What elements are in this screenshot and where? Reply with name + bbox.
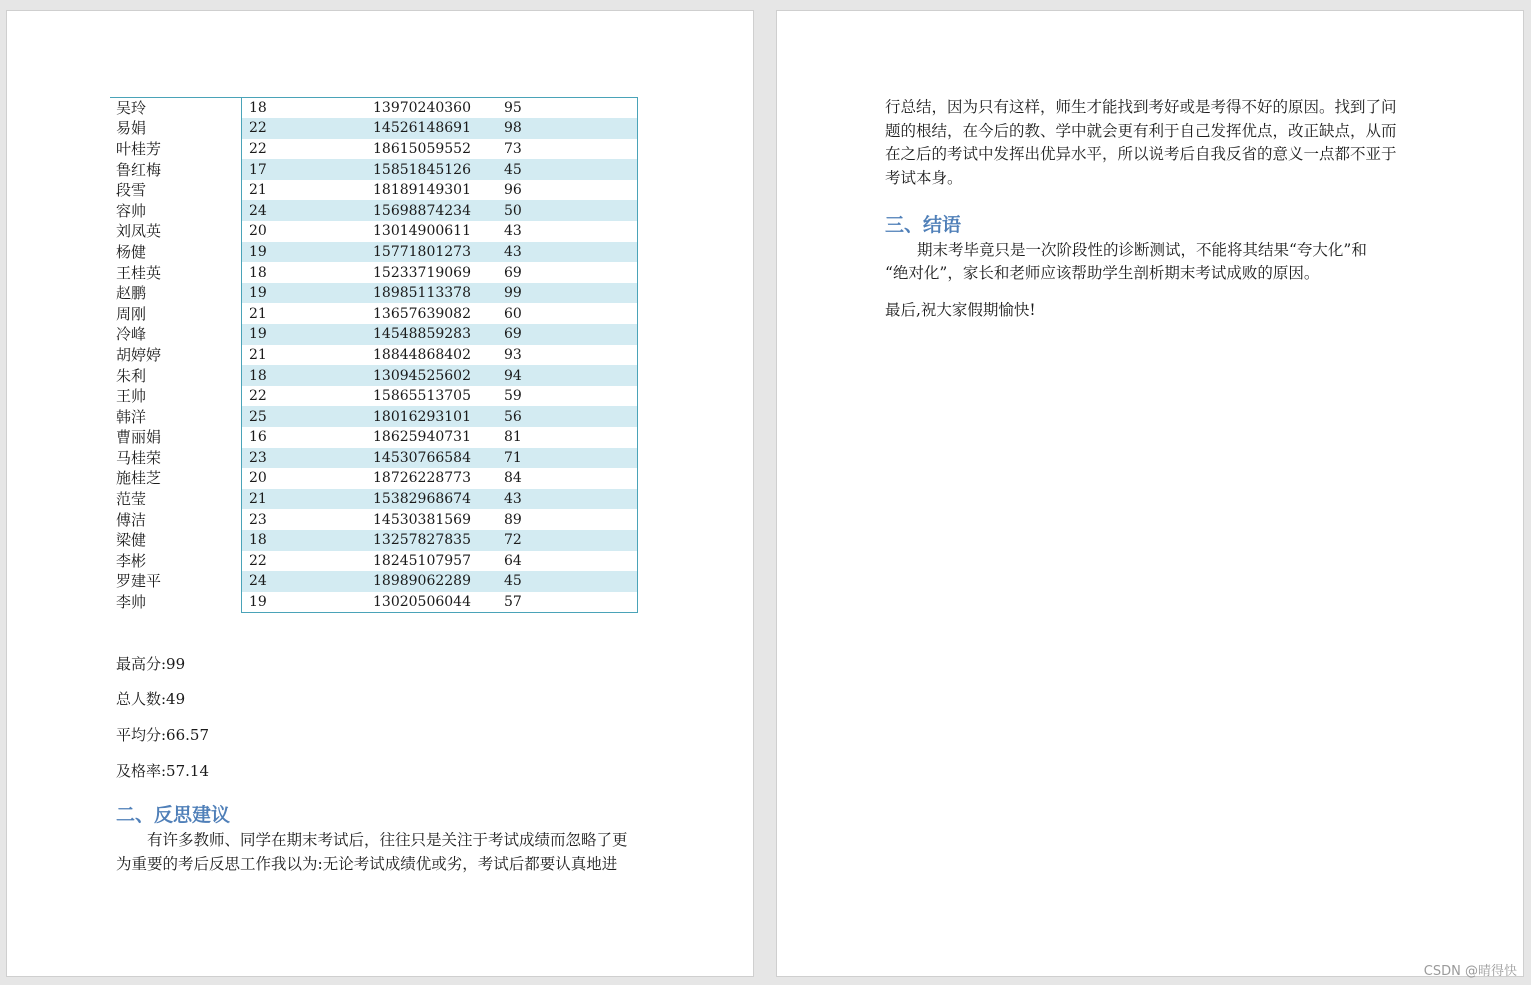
paragraph-line: 行总结，因为只有这样，师生才能找到考好或是考得不好的原因。找到了问 (885, 98, 1397, 116)
student-name-cell: 杨健 (110, 242, 242, 263)
phone-cell: 18989062289 (373, 571, 504, 592)
phone-cell: 14530766584 (373, 448, 504, 469)
student-name-cell: 刘凤英 (110, 221, 242, 242)
phone-cell: 18615059552 (373, 140, 471, 157)
student-name-cell: 罗建平 (110, 571, 242, 592)
student-name-cell: 段雪 (110, 180, 242, 201)
table-row (110, 283, 638, 304)
phone-cell: 13970240360 (373, 98, 504, 119)
table-row (110, 98, 638, 119)
watermark: CSDN @晴得快 (1423, 964, 1517, 979)
phone-cell: 15771801273 (373, 242, 504, 263)
phone-cell: 18625940731 (373, 429, 471, 446)
table-row (110, 303, 638, 324)
phone-cell: 18985113378 (373, 283, 504, 304)
age-cell: 19 (242, 242, 374, 263)
table-row (110, 489, 638, 510)
paragraph-line: “绝对化”，家长和老师应该帮助学生剖析期末考试成败的原因。 (885, 264, 1320, 282)
student-name-cell: 易娟 (110, 118, 242, 139)
student-name-cell: 李帅 (110, 592, 242, 613)
student-name-cell: 施桂芝 (110, 468, 242, 489)
phone-cell: 13657639082 (373, 305, 471, 322)
table-row (110, 118, 638, 139)
age-cell: 16 (242, 427, 374, 448)
phone-cell: 15851845126 (373, 159, 504, 180)
score-cell: 84 (504, 468, 638, 489)
age-cell: 20 (242, 468, 374, 489)
age-cell: 17 (242, 159, 374, 180)
table-row (110, 386, 638, 407)
phone-cell: 15865513705 (373, 388, 471, 405)
age-cell: 25 (242, 406, 374, 427)
age-cell: 19 (242, 324, 374, 345)
score-cell: 43 (504, 489, 638, 510)
phone-cell: 13020506044 (373, 592, 504, 613)
student-name-cell: 曹丽娟 (110, 427, 242, 448)
student-name-cell: 王桂英 (110, 262, 242, 283)
age-cell: 20 (242, 221, 374, 242)
age-cell: 24 (242, 571, 374, 592)
table-row (110, 200, 638, 221)
phone-cell: 15698874234 (373, 200, 504, 221)
paragraph-line: 为重要的考后反思工作我以为:无论考试成绩优或劣，考试后都要认真地进 (116, 855, 618, 873)
score-cell: 73 (504, 139, 638, 160)
age-cell: 19 (242, 592, 374, 613)
stat-average-score: 平均分:66.57 (116, 726, 209, 744)
score-cell: 98 (504, 118, 638, 139)
paragraph-line: 期末考毕竟只是一次阶段性的诊断测试，不能将其结果“夸大化”和 (917, 241, 1367, 259)
age-cell: 24 (242, 200, 374, 221)
stat-max-score: 最高分:99 (116, 655, 186, 673)
student-name-cell: 鲁红梅 (110, 159, 242, 180)
phone-cell: 13257827835 (373, 530, 504, 551)
table-row (110, 427, 638, 448)
phone-cell: 15233719069 (373, 264, 471, 281)
table-row (110, 324, 638, 345)
student-name-cell: 梁健 (110, 530, 242, 551)
phone-cell: 13094525602 (373, 365, 504, 386)
score-cell: 94 (504, 365, 638, 386)
age-cell: 18 (242, 365, 374, 386)
score-cell: 43 (504, 242, 638, 263)
score-cell: 89 (504, 509, 638, 530)
score-cell: 59 (504, 386, 638, 407)
phone-cell: 18844868402 (373, 346, 471, 363)
student-name-cell: 韩洋 (110, 406, 242, 427)
phone-cell: 18245107957 (373, 552, 471, 569)
score-cell: 43 (504, 221, 638, 242)
score-cell: 57 (504, 592, 638, 613)
age-cell: 21 (242, 180, 374, 201)
age-cell: 21 (242, 489, 374, 510)
student-name-cell: 叶桂芳 (110, 139, 242, 160)
score-cell: 96 (504, 180, 638, 201)
phone-cell: 18726228773 (373, 470, 471, 487)
section-heading-conclusion: 三、结语 (885, 214, 962, 236)
section-heading-reflection: 二、反思建议 (116, 804, 231, 826)
age-cell: 22 (242, 551, 374, 572)
age-cell: 22 (242, 139, 374, 160)
student-name-cell: 冷峰 (110, 324, 242, 345)
phone-cell: 13014900611 (373, 223, 471, 240)
student-name-cell: 傅洁 (110, 509, 242, 530)
age-cell: 19 (242, 283, 374, 304)
score-cell: 56 (504, 406, 638, 427)
closing-line: 最后,祝大家假期愉快! (885, 301, 1036, 319)
table-row (110, 180, 638, 201)
document-page-2 (776, 10, 1524, 977)
stat-pass-rate: 及格率:57.14 (116, 762, 209, 780)
age-cell: 23 (242, 448, 374, 469)
paragraph-line: 考试本身。 (885, 169, 963, 187)
score-cell: 45 (504, 159, 638, 180)
table-row (110, 530, 638, 551)
student-name-cell: 王帅 (110, 386, 242, 407)
student-score-table (110, 97, 638, 613)
table-row (110, 345, 638, 366)
phone-cell: 18016293101 (373, 406, 504, 427)
student-name-cell: 周刚 (110, 303, 242, 324)
score-cell: 69 (504, 324, 638, 345)
score-cell: 71 (504, 448, 638, 469)
table-row (110, 159, 638, 180)
student-name-cell: 赵鹏 (110, 283, 242, 304)
table-row (110, 468, 638, 489)
table-row (110, 551, 638, 572)
phone-cell: 14548859283 (373, 324, 504, 345)
score-cell: 99 (504, 283, 638, 304)
student-name-cell: 吴玲 (110, 98, 242, 119)
student-name-cell: 马桂荣 (110, 448, 242, 469)
score-cell: 69 (504, 262, 638, 283)
score-cell: 60 (504, 303, 638, 324)
table-row (110, 592, 638, 613)
age-cell: 21 (242, 345, 374, 366)
phone-cell: 14530381569 (373, 511, 471, 528)
paragraph-line: 有许多教师、同学在期末考试后，往往只是关注于考试成绩而忽略了更 (147, 831, 628, 849)
phone-cell: 18189149301 (373, 182, 471, 199)
score-cell: 81 (504, 427, 638, 448)
document-page-1 (6, 10, 754, 977)
table-row (110, 139, 638, 160)
age-cell: 23 (242, 509, 374, 530)
age-cell: 21 (242, 303, 374, 324)
student-name-cell: 李彬 (110, 551, 242, 572)
student-name-cell: 胡婷婷 (110, 345, 242, 366)
student-name-cell: 朱利 (110, 365, 242, 386)
paragraph-line: 题的根结，在今后的教、学中就会更有利于自己发挥优点，改正缺点，从而 (885, 122, 1397, 140)
paragraph-line: 在之后的考试中发挥出优异水平，所以说考后自我反省的意义一点都不亚于 (885, 145, 1397, 163)
stat-total-count: 总人数:49 (116, 690, 186, 708)
score-cell: 45 (504, 571, 638, 592)
age-cell: 22 (242, 118, 374, 139)
table-row (110, 571, 638, 592)
table-row (110, 365, 638, 386)
table-row (110, 509, 638, 530)
score-cell: 93 (504, 345, 638, 366)
score-cell: 50 (504, 200, 638, 221)
table-row (110, 242, 638, 263)
score-cell: 72 (504, 530, 638, 551)
student-name-cell: 容帅 (110, 200, 242, 221)
score-cell: 95 (504, 98, 638, 119)
age-cell: 18 (242, 530, 374, 551)
age-cell: 18 (242, 98, 374, 119)
age-cell: 22 (242, 386, 374, 407)
score-cell: 64 (504, 551, 638, 572)
phone-cell: 15382968674 (373, 489, 504, 510)
table-row (110, 406, 638, 427)
table-row (110, 221, 638, 242)
age-cell: 18 (242, 262, 374, 283)
student-name-cell: 范莹 (110, 489, 242, 510)
table-row (110, 448, 638, 469)
phone-cell: 14526148691 (373, 118, 504, 139)
table-row (110, 262, 638, 283)
